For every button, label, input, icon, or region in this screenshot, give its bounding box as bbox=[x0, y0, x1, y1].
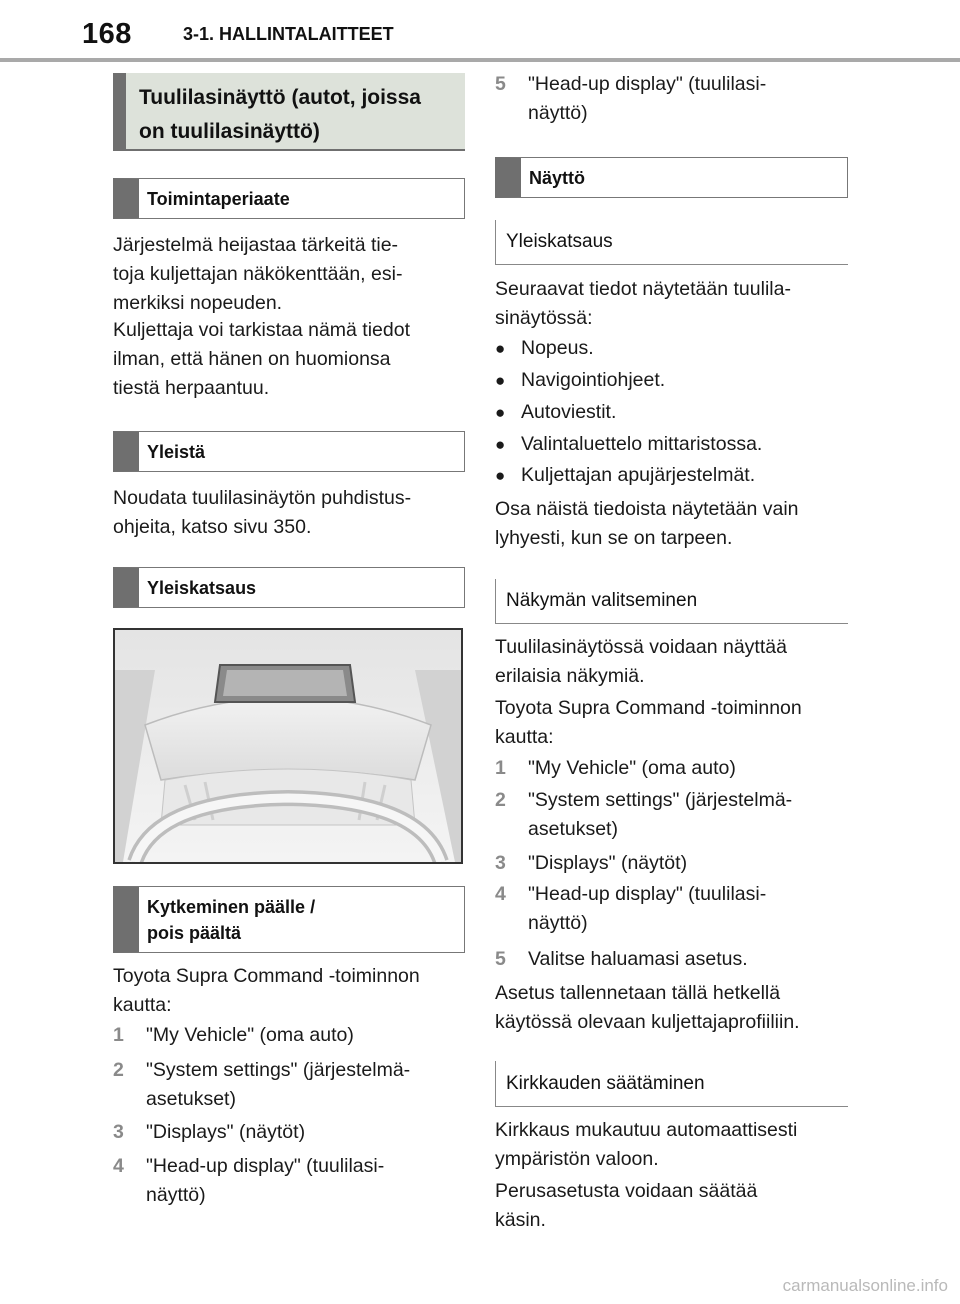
step-text: asetukset) bbox=[528, 818, 618, 840]
right-step-2 bbox=[495, 786, 848, 844]
section-title: 3-1. HALLINTALAITTEET bbox=[183, 24, 394, 44]
bullet-text: Autoviestit. bbox=[521, 401, 617, 423]
bullet-dot-icon: ● bbox=[495, 435, 506, 454]
bullet-item bbox=[495, 398, 848, 427]
text-line: Osa näistä tiedoista näytetään vain bbox=[495, 498, 799, 520]
bullet-item bbox=[495, 334, 848, 363]
paragraph-saved bbox=[495, 979, 848, 1037]
text-line: tiestä herpaantuu. bbox=[113, 377, 270, 399]
text-line: Noudata tuulilasinäytön puhdistus- bbox=[113, 487, 412, 509]
subheading-overview-label: Yleiskatsaus bbox=[506, 231, 613, 252]
subheading-brightness bbox=[495, 1061, 848, 1107]
paragraph-driver bbox=[113, 316, 465, 403]
bullet-item bbox=[495, 366, 848, 395]
step-text: näyttö) bbox=[528, 102, 588, 124]
paragraph-bright bbox=[495, 1116, 848, 1174]
text-line: Järjestelmä heijastaa tärkeitä tie- bbox=[113, 234, 399, 256]
subheading-overview bbox=[495, 220, 848, 265]
heading-principle bbox=[113, 178, 465, 219]
text-line: Kuljettaja voi tarkistaa nämä tiedot bbox=[113, 319, 410, 341]
text-line: ohjeita, katso sivu 350. bbox=[113, 516, 312, 538]
paragraph-via-left bbox=[113, 962, 465, 1020]
text-line: käsin. bbox=[495, 1209, 546, 1231]
right-step-5 bbox=[495, 945, 848, 974]
step-text: "Displays" (näytöt) bbox=[528, 852, 688, 874]
text-line: käytössä olevaan kuljettajaprofiiliin. bbox=[495, 1011, 800, 1033]
left-step-1 bbox=[113, 1021, 465, 1050]
step-text: "My Vehicle" (oma auto) bbox=[528, 757, 736, 779]
paragraph-basic bbox=[495, 1177, 848, 1235]
text-line: lyhyesti, kun se on tarpeen. bbox=[495, 527, 733, 549]
heading-switch-line1: Kytkeminen päälle / bbox=[147, 896, 316, 917]
right-step-4 bbox=[495, 880, 848, 938]
paragraph-following bbox=[495, 275, 848, 333]
heading-switch-on-off bbox=[113, 886, 465, 953]
step-number: 2 bbox=[113, 1059, 124, 1081]
step-text: näyttö) bbox=[528, 912, 588, 934]
main-title-box bbox=[113, 73, 465, 151]
step-text: asetukset) bbox=[146, 1088, 236, 1110]
step-text: "System settings" (järjestelmä- bbox=[528, 789, 793, 811]
text-line: Asetus tallennetaan tällä hetkellä bbox=[495, 982, 781, 1004]
step-number: 2 bbox=[495, 789, 506, 811]
heading-switch-line2: pois päältä bbox=[147, 922, 242, 943]
heading-general bbox=[113, 431, 465, 472]
step-number: 1 bbox=[495, 757, 506, 779]
heading-general-label: Yleistä bbox=[147, 441, 206, 462]
text-line: Kirkkaus mukautuu automaattisesti bbox=[495, 1119, 798, 1141]
bullet-dot-icon: ● bbox=[495, 403, 506, 422]
text-line: ympäristön valoon. bbox=[495, 1148, 659, 1170]
step-number: 1 bbox=[113, 1024, 124, 1046]
step-text: "Head-up display" (tuulilasi- bbox=[528, 73, 767, 95]
paragraph-views bbox=[495, 633, 848, 691]
bullet-text: Valintaluettelo mittaristossa. bbox=[521, 433, 763, 455]
text-line: Toyota Supra Command -toiminnon bbox=[495, 697, 802, 719]
step-number: 5 bbox=[495, 73, 506, 95]
text-line: ilman, että hänen on huomionsa bbox=[113, 348, 391, 370]
step-text: "My Vehicle" (oma auto) bbox=[146, 1024, 354, 1046]
text-line: merkiksi nopeuden. bbox=[113, 292, 283, 314]
bullet-item bbox=[495, 430, 848, 459]
header-divider bbox=[0, 58, 960, 62]
step-text: "Head-up display" (tuulilasi- bbox=[146, 1155, 385, 1177]
subheading-brightness-label: Kirkkauden säätäminen bbox=[506, 1072, 705, 1094]
heading-overview-label: Yleiskatsaus bbox=[147, 577, 257, 598]
left-step-3 bbox=[113, 1118, 465, 1147]
page-number: 168 bbox=[82, 18, 132, 50]
bullet-dot-icon: ● bbox=[495, 371, 506, 390]
right-step-1 bbox=[495, 754, 848, 783]
heading-display bbox=[495, 157, 848, 198]
subheading-view bbox=[495, 579, 848, 624]
text-line: kautta: bbox=[113, 994, 172, 1016]
heading-display-label: Näyttö bbox=[529, 167, 586, 188]
text-line: kautta: bbox=[495, 726, 554, 748]
text-line: Toyota Supra Command -toiminnon bbox=[113, 965, 420, 987]
step-text: "System settings" (järjestelmä- bbox=[146, 1059, 411, 1081]
heading-principle-label: Toimintaperiaate bbox=[147, 188, 290, 209]
head-up-display-unit-illustration bbox=[115, 630, 461, 862]
main-title-line1: Tuulilasinäyttö (autot, joissa bbox=[139, 86, 421, 109]
step-number: 4 bbox=[113, 1155, 124, 1177]
text-line: Seuraavat tiedot näytetään tuulila- bbox=[495, 278, 791, 300]
text-line: Perusasetusta voidaan säätää bbox=[495, 1180, 758, 1202]
text-line: toja kuljettajan näkökenttään, esi- bbox=[113, 263, 403, 285]
left-step-4 bbox=[113, 1152, 465, 1210]
heading-overview bbox=[113, 567, 465, 608]
step-text: "Displays" (näytöt) bbox=[146, 1121, 306, 1143]
bullet-item bbox=[495, 461, 848, 490]
text-line: sinäytössä: bbox=[495, 307, 593, 329]
step-number: 3 bbox=[113, 1121, 124, 1143]
main-title-line2: on tuulilasinäyttö) bbox=[139, 120, 320, 143]
bullet-dot-icon: ● bbox=[495, 466, 506, 485]
page-header bbox=[0, 0, 960, 70]
head-up-display-figure bbox=[113, 628, 463, 864]
bullet-text: Nopeus. bbox=[521, 337, 594, 359]
bullet-dot-icon: ● bbox=[495, 339, 506, 358]
subheading-view-label: Näkymän valitseminen bbox=[506, 590, 698, 611]
bullet-text: Kuljettajan apujärjestelmät. bbox=[521, 464, 756, 486]
paragraph-general bbox=[113, 484, 465, 542]
watermark: carmanualsonline.info bbox=[782, 1276, 948, 1295]
right-step-3 bbox=[495, 849, 848, 878]
text-line: erilaisia näkymiä. bbox=[495, 665, 645, 687]
step-text: Valitse haluamasi asetus. bbox=[528, 948, 748, 970]
step-number: 4 bbox=[495, 883, 506, 905]
paragraph-some bbox=[495, 495, 848, 553]
text-line: Tuulilasinäytössä voidaan näyttää bbox=[495, 636, 787, 658]
step-text: näyttö) bbox=[146, 1184, 206, 1206]
step-number: 3 bbox=[495, 852, 506, 874]
left-step-2 bbox=[113, 1056, 465, 1114]
bullet-text: Navigointiohjeet. bbox=[521, 369, 666, 391]
step-number: 5 bbox=[495, 948, 506, 970]
paragraph-principle bbox=[113, 231, 465, 318]
right-step-5-continued bbox=[495, 70, 848, 128]
step-text: "Head-up display" (tuulilasi- bbox=[528, 883, 767, 905]
paragraph-via-right bbox=[495, 694, 848, 752]
